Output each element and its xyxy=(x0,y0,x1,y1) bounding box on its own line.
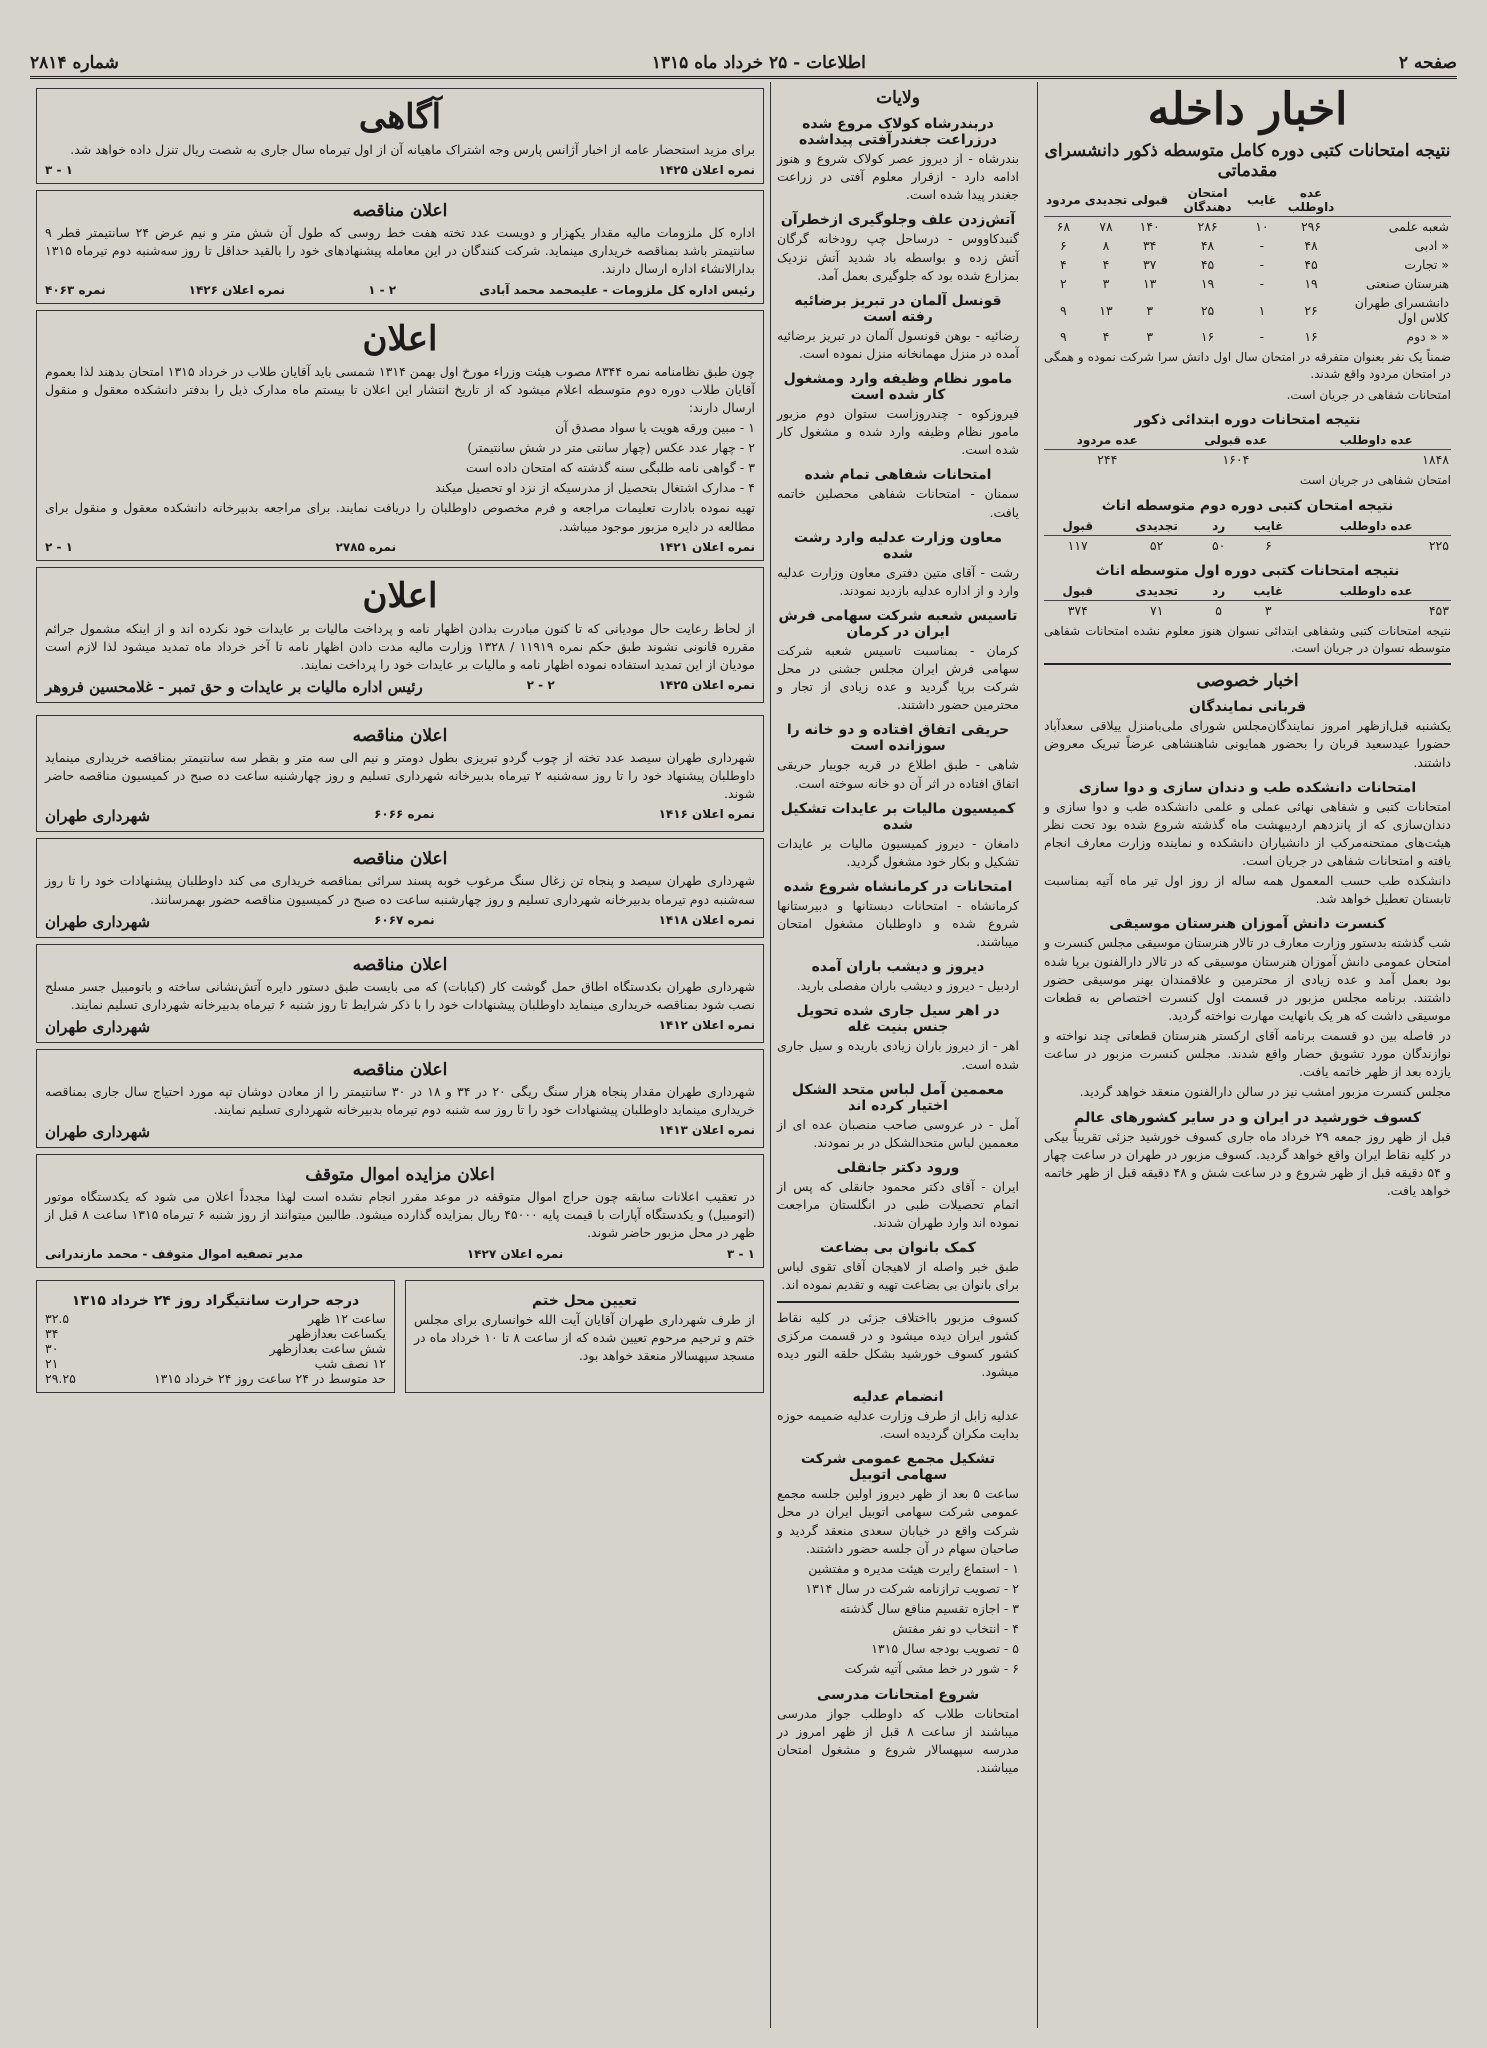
headline: قربانی نمایندگان xyxy=(1189,699,1306,716)
headline: امتحانات شفاهی تمام شده xyxy=(804,467,992,484)
ad-signature: شهرداری طهران xyxy=(45,1017,151,1036)
masthead-date: اطلاعات - ۲۵ خرداد ماه ۱۳۱۵ xyxy=(651,53,866,73)
table-cell: ۸ xyxy=(1102,238,1110,253)
ad-title: اعلان مناقصه xyxy=(352,201,448,222)
table-row xyxy=(1044,274,1451,293)
table-cell: ۴۸ xyxy=(1304,238,1318,253)
ad-signature: مدیر تصفیه اموال متوقف - محمد مازندرانی xyxy=(45,1246,304,1261)
article-text: ساعت ۵ بعد از ظهر دیروز اولین جلسه مجمع عمومی شرکت سهامی اتوبیل ایران در محل شرکت واقع در خیابان سعدی منعقد گردید و صاحبان سهام در آن جلسه حضور داشتند. xyxy=(777,1486,1019,1556)
weather-value: ۲۹.۲۵ xyxy=(45,1370,76,1386)
list-item: ۲ - چهار عدد عکس (چهار سانتی متر در شش سانتیمتر) xyxy=(467,440,755,455)
girls-note: نتیجه امتحانات کتبی وشفاهی ابتدائی نسوان هنوز معلوم نشده امتحانات شفاهی متوسطه نسوان در جریان است. xyxy=(1044,623,1451,655)
weather-time: ساعت ۱۲ ظهر xyxy=(307,1310,386,1326)
table-header: تجدیدی xyxy=(1083,184,1130,217)
table-cell: ۹ xyxy=(1059,329,1067,344)
table-header: غایب xyxy=(1235,582,1301,601)
table-cell: ۳ xyxy=(1146,329,1154,344)
ad-title: اعلان مناقصه xyxy=(352,1059,448,1080)
table-cell: ۷۱ xyxy=(1150,602,1164,618)
ad-text: از لحاظ رعایت حال مودیانی که تا کنون مبادرت بدادن اظهار نامه و پرداخت مالیات بر عایدات خود نکرده اند و از اینکه مشمول جرائم مقرره قانونی نشوند طبق حکم نمره ۱۱۹۱۹ / ۱۳۲۸ وزارت مالیه مدت دادن اظهار نامه تا آخر خرداد ماه تمدید میشود لذا لازم است مودیان از این تمدید استفاده نموده اظهار نامه و مالیات بر عایدات خود را پرداخت نمایند. xyxy=(45,620,755,672)
table-cell: ۳۴ xyxy=(1142,238,1157,253)
article-text: طبق خبر واصله از لاهیجان آقای تقوی لباس برای بانوان بی بضاعت تهیه و تقدیم نموده اند. xyxy=(777,1259,1019,1293)
table-header xyxy=(1343,184,1451,217)
ad-notice xyxy=(36,88,764,184)
article-text: فیروزکوه - چندروزاست ستوان دوم مزبور مامور نظام وظیفه وارد شده و مشغول کار شده است. xyxy=(777,406,1019,458)
article-text: امتحانات کتبی و شفاهی نهائی عملی و علمی دانشکده طب و دوا سازی و دندان‌سازی که از پانزدهم اردیبهشت ماه گذشته شروع شده بود تحت نظر هیئت‌های ممتحنه‌مرکب از دانشیاران دانشکده و نماینده وزارت معارف انجام یافته و امتحانات شفاهی در جریان است. xyxy=(1044,798,1451,869)
article-text: ایران - آقای دکتر محمود جانقلی که پس از اتمام تحصیلات طبی در انگلستان مراجعت نموده اند وارد طهران شدند. xyxy=(777,1178,1019,1231)
table-cell: ۱۰ xyxy=(1255,219,1269,234)
ad-auction xyxy=(36,1154,764,1267)
table-cell: ۲ xyxy=(1059,276,1067,291)
ad-title: اعلان مناقصه xyxy=(352,726,448,746)
ad-text: شهرداری طهران سیصد عدد تخته از چوب گردو تبریزی بطول دومتر و نیم الی سه متر و بقطر سه سانتیمتر بمناقصه خریداری مینماید داوطلبان پیشنهاد خود را تا روز سه‌شنبه ۲ تیرماه بدبیرخانه شهرداری تسلیم و روز چهارشنبه ساعت ده صبح در کمیسیون مناقصه حاضر شوند. xyxy=(45,750,755,802)
ad-text: شهرداری طهران مقدار پنجاه هزار سنگ ریگی ۲۰ در ۳۴ و ۱۸ در ۳۰ سانتیمتر را از معادن دوشان تپه مورد احتیاج سال جاری بمناقصه خریداری مینماید داوطلبان پیشنهادات خود را تا روز سه شنبه دوم تیرماه بدبیرخانه شهرداری تسلیم نمایند. xyxy=(45,1083,756,1117)
ad-title: اعلان مناقصه xyxy=(352,849,448,870)
article-text: اهر - از دیروز باران زیادی باریده و سیل جاری شده است. xyxy=(777,1038,1019,1072)
divider xyxy=(1044,663,1451,665)
ad-number: نمره اعلان ۱۴۲۵ xyxy=(658,163,755,178)
table-cell: - xyxy=(1259,238,1265,253)
table-header: عده داوطلب xyxy=(1301,582,1451,601)
headline: معممین آمل لباس متحد الشکل اختیار کرده اند xyxy=(791,1081,1005,1114)
exam-note: ضمناً یک نفر بعنوان متفرقه در امتحان سال اول دانش سرا شرکت نموده و همگی در امتحان مردود واقع شدند. xyxy=(1044,350,1451,382)
table-header: عده مردود xyxy=(1044,431,1170,450)
ad-text: اداره کل ملزومات مالیه مقدار یکهزار و دویست عدد تخته هفت خط روسی که طول آن شش متر و نیم عرض ۲۴ سانتیمتر قطر ۹ سانتیمتر باشد بمناقصه خریداری مینماید. شرکت کنندگان در این معامله پیشنهادهای خود را بالقید حداقل تا روز سه‌شنبه دوم تیرماه ۱۳۱۵ بدارالانشاء اداره ارسال دارند. xyxy=(45,225,755,277)
weather-row xyxy=(45,1356,386,1371)
ad-text: شهرداری طهران سیصد و پنجاه تن زغال سنگ مرغوب خوبه پسند سرائی بمناقصه خریداری می کند داوطلبان پیشنهادات خود را تا روز سه‌شنبه دوم تیرماه بدبیرخانه شهرداری تسلیم و روز چهارشنبه ساعت ده صبح در کمیسیون مناقصه حضور بهمرسانند. xyxy=(45,873,755,907)
ad-muni-tender-2 xyxy=(36,838,764,937)
table-cell: ۱۹ xyxy=(1200,276,1215,291)
table-cell: ۱۱۷ xyxy=(1067,537,1088,553)
table-cell: ۱۶۰۴ xyxy=(1222,452,1250,468)
ad-muni-tender-3 xyxy=(36,944,764,1043)
ad-number: نمره اعلان ۱۴۱۶ xyxy=(658,807,755,822)
table-header: رد xyxy=(1202,517,1236,536)
ad-text: برای مزید استحضار عامه از اخبار آژانس پارس وجه اشتراک ماهیانه آن از اول تیرماه سال جاری به شصت ریال تنزل داده خواهد شد. xyxy=(70,142,755,157)
ad-number: نمره اعلان ۱۴۲۱ xyxy=(658,539,755,554)
girls1-title: نتیجه امتحانات کتبی دوره اول متوسطه اناث xyxy=(1095,562,1400,579)
list-item: ۳ - گواهی نامه طلبگی سنه گذشته که امتحان داده است xyxy=(465,460,755,476)
table-header: عده داوطلب xyxy=(1301,431,1451,450)
agenda-list xyxy=(777,1560,1019,1679)
headline: معاون وزارت عدلیه وارد رشت شده xyxy=(793,529,1003,562)
table-header: عده قبولی xyxy=(1170,431,1301,450)
headline: آتش‌زدن علف وجلوگیری ازخطرآن xyxy=(780,212,1016,229)
headline: تاسیس شعبه شرکت سهامی فرش ایران در کرمان xyxy=(778,607,1018,640)
ad-signature: رئیس اداره مالیات بر عایدات و حق تمبر - غلامحسین فروهر xyxy=(45,678,423,696)
article-text: شاهی - طبق اطلاع در قریه جویبار حریقی اتفاق افتاده در اثر آن دو خانه سوخته است. xyxy=(777,757,1019,791)
table-row xyxy=(1044,535,1451,555)
article-text: شب گذشته بدستور وزارت معارف در تالار هنرستان موسیقی مجلس کنسرت و امتحان عمومی دانش آموزان هنرستان موسیقی که در تالار دارالفنون برپا شده بود بعمل آمد و عده زیادی از محترمین و علاقمندان بهنر موسیقی حضور داشتند. برنامه مجلس مزبور در قسمت اول کنسرت اختصاص به قطعات موسیقی داشت که هر یک بانهایت مهارت نواخته گردید. xyxy=(1044,935,1451,1023)
table-cell: ۲۴۴ xyxy=(1097,452,1118,468)
ad-ref: نمره ۴۰۶۳ xyxy=(45,282,106,297)
ad-date: ۱ - ۲ xyxy=(45,539,73,554)
article-text: کرمان - بمناسبت تاسیس شعبه شرکت سهامی فرش ایران مجلس جشنی در محل شرکت برپا گردید و عده زیادی از تجار و محترمین حضور داشتند. xyxy=(777,642,1019,713)
table-cell: ۳ xyxy=(1264,602,1272,618)
row-label: « تجارت xyxy=(1404,257,1449,272)
table-cell: ۲۲۵ xyxy=(1428,537,1449,553)
provinces-list xyxy=(777,116,1019,1295)
table-header: تجدیدی xyxy=(1112,582,1202,601)
table-header: تجدیدی xyxy=(1111,517,1201,536)
list-item: ۲ - تصویب ترازنامه شرکت در سال ۱۳۱۴ xyxy=(805,1580,1019,1596)
ad-ref: نمره ۲۷۸۵ xyxy=(335,539,397,554)
article-text: امتحانات طلاب که داوطلب جواز مدرسی میباشند از ساعت ۸ قبل از ظهر امروز در مدرسه سپهسالار شروع و مشغول امتحان میباشند. xyxy=(777,1705,1019,1775)
table-header: غایب xyxy=(1245,184,1279,217)
article-text: سمنان - امتحانات شفاهی محصلین خاتمه یافت. xyxy=(777,486,1019,520)
list-item: ۵ - تصویب بودجه سال ۱۳۱۵ xyxy=(871,1641,1019,1657)
article-text: رضائیه - بوهن قونسول آلمان در تبریز برضائیه آمده در منزل مهمانخانه منزل نموده است. xyxy=(777,327,1019,361)
column-internal-news xyxy=(1037,82,1457,2028)
girls1-table xyxy=(1044,582,1451,620)
headline: ورود دکتر جانقلی xyxy=(836,1159,960,1176)
weather-row xyxy=(45,1341,386,1356)
ad-number: نمره اعلان ۱۴۱۸ xyxy=(658,912,755,927)
table-row xyxy=(1044,293,1451,327)
list-item: ۶ - شور در خط مشی آتیه شرکت xyxy=(844,1661,1019,1677)
headline: امتحانات در کرمانشاه شروع شده xyxy=(783,878,1013,895)
row-label: دانشسرای طهران کلاس اول xyxy=(1354,295,1449,325)
ad-title: اعلان xyxy=(362,575,438,616)
ad-text: در تعقیب اعلانات سابقه چون حراج اموال متوقفه در موعد مقرر انجام نشده است لهذا مجدداً اعلان می شود که یکدستگاه موتور (اتومبیل) و یکدستگاه آپارات با قیمت پایه ۴۵۰۰۰ ریال بمزایده گذارده میشود. طالبین میتوانند از روز شنبه ۶ تیرماه ۱۳۱۵ ساعت ۸ قبل از ظهر در محل مزبور حاضر شوند. xyxy=(45,1189,755,1241)
ad-date: ۱ - ۳ xyxy=(727,1246,755,1261)
exam-title: نتیجه امتحانات کتبی دوره کامل متوسطه ذکور دانشسرای مقدماتی xyxy=(1044,141,1451,181)
table-cell: ۳۷۴ xyxy=(1067,602,1088,618)
primary-title: نتیجه امتحانات دوره ابتدائی ذکور xyxy=(1134,412,1361,429)
article-text: بندرشاه - از دیروز عصر کولاک شروع و هنوز ادامه دارد - ازقرار معلوم آفتی در زراعت جغندر پیدا شده است. xyxy=(777,151,1019,203)
headline: قونسل آلمان در تبریز برضائیه رفته است xyxy=(794,292,1002,325)
headline: کنسرت دانش آموزان هنرستان موسیقی xyxy=(1109,916,1386,933)
weather-row xyxy=(45,1326,386,1341)
section-title-internal: اخبار داخله xyxy=(1147,84,1348,135)
table-cell: ۲۵ xyxy=(1200,302,1215,318)
table-cell: ۷۸ xyxy=(1099,219,1113,234)
table-cell: ۱۶ xyxy=(1200,329,1215,344)
article-text: دانشکده طب حسب المعمول همه ساله از روز اول تیر ماه آتیه بمناسبت تابستان تعطیل خواهد شد. xyxy=(1044,873,1451,907)
article-text: عدلیه زابل از طرف وزارت عدلیه ضمیمه حوزه بدایت مکران گردیده است. xyxy=(777,1408,1019,1442)
exam-table xyxy=(1044,184,1451,346)
article-text: قبل از ظهر روز جمعه ۲۹ خرداد ماه جاری کسوف خورشید جزئی تقریباً بیکی در کلیه نقاط ایران واقع خواهد گردید. کسوف مزبور در طهران در ساعت چهار و ۵۴ دقیقه قبل از ظهر شروع و در ساعت شش و ۴۸ دقیقه قبل از ظهر خاتمه خواهد یافت. xyxy=(1044,1128,1451,1198)
table-cell: ۱۳ xyxy=(1142,276,1157,291)
column-ads xyxy=(30,82,770,2028)
ad-ref: نمره ۶۰۶۶ xyxy=(374,807,435,822)
section-title-special: اخبار خصوصی xyxy=(1196,671,1299,692)
table-cell: ۴ xyxy=(1102,329,1110,344)
headline: کمیسیون مالیات بر عایدات تشکیل شده xyxy=(780,800,1016,833)
list-item: ۱ - مبین ورقه هویت یا سواد مصدق آن xyxy=(554,419,755,435)
column-provinces xyxy=(770,82,1025,2028)
ad-date: ۲ - ۲ xyxy=(526,678,555,692)
list-item: ۴ - مدارک اشتغال بتحصیل از مدرسیکه از نزد او تحصیل میکند xyxy=(435,480,755,496)
weather-time: حد متوسط در ۲۴ ساعت روز ۲۴ خرداد ۱۳۱۵ xyxy=(153,1370,386,1386)
table-cell: ۱ xyxy=(1258,302,1266,318)
table-cell: ۶ xyxy=(1265,537,1272,553)
ad-text: از طرف شهرداری طهران آقایان آیت الله خوانساری برای مجلس ختم و ترحیم مرحوم تعیین شده که از ساعت ۸ تا ۱۰ خرداد ماه در مسجد سپهسالار منعقد خواهد بود. xyxy=(414,1311,755,1363)
primary-table xyxy=(1044,431,1451,469)
table-header: عده داوطلب xyxy=(1279,184,1343,217)
ad-text: چون طبق نظامنامه نمره ۸۳۴۴ مصوب هیئت وزراء مورخ اول بهمن ۱۳۱۴ شمسی باید آقایان طلاب در خرداد ۱۳۱۵ امتحان بدهند لذا بعموم آقایان طلاب دوره دوم متوسطه اعلام میشود که از تاریخ انتشار این اعلان تا بیستم ماه مدارک ذیل را بدفتر دانشکده معقول و منقول ارسال دارند: xyxy=(45,363,755,415)
section-title-provinces: ولایات xyxy=(876,88,920,108)
ad-ref: نمره ۶۰۶۷ xyxy=(374,912,435,927)
masthead xyxy=(30,50,1457,79)
ad-number: نمره اعلان ۱۴۱۲ xyxy=(658,1017,755,1032)
article-text: در فاصله بین دو قسمت برنامه آقای ارکستر هنرستان قطعاتی چند نواخته و نوازندگان مورد تشویق حضار واقع شدند. مجلس کنسرت مزبور در ساعت یازده بعد از ظهر خاتمه یافت. xyxy=(1044,1028,1451,1080)
ad-text: شهرداری طهران بکدستگاه اطاق حمل گوشت کار (کبابات) که می بایست طبق دستور دایره آتش‌نشانی ساخته و باتومبیل جسر مسلح نصب شود بمناقصه خریداری مینماید داوطلبان پیشنهادات خود را با ذکر شرایط تا روز شنبه ۶ تیرماه بدبیرخانه شهرداری تسلیم نمایند. xyxy=(45,978,755,1012)
ad-title: آگاهی xyxy=(358,97,442,137)
headline: امتحانات دانشکده طب و دندان سازی و دوا سازی xyxy=(1078,779,1417,796)
table-header: قبول xyxy=(1044,582,1112,601)
table-cell: ۳ xyxy=(1146,302,1154,318)
table-cell: ۵۲ xyxy=(1149,537,1164,553)
table-row xyxy=(1044,236,1451,255)
exam-note-oral: امتحانات شفاهی در جریان است. xyxy=(1286,387,1451,402)
headline: کمک بانوان بی بضاعت xyxy=(820,1240,976,1257)
ad-signature: شهرداری طهران xyxy=(45,1123,151,1142)
headline: دربندرشاه کولاک مروع شده درزراعت جغندرآفتی پیداشده xyxy=(799,116,997,148)
table-cell: ۱۶ xyxy=(1304,329,1318,344)
ad-number: نمره اعلان ۱۴۲۷ xyxy=(466,1246,564,1261)
girls2-table xyxy=(1044,517,1451,555)
article-text: کسوف مزبور بااختلاف جزئی در کلیه نقاط کشور ایران دیده میشود و در قسمت مرکزی کشور کسوف خورشید بشکل حلقه النور دیده میشود. xyxy=(777,1309,1019,1379)
divider xyxy=(777,1301,1019,1303)
table-row xyxy=(1044,327,1451,346)
article-text: آمل - در عروسی صاحب منصبان عده ای از معممین لباس متحدالشکل در بر نمودند. xyxy=(777,1116,1019,1150)
headline: دیروز و دیشب باران آمده xyxy=(811,959,985,976)
table-row xyxy=(1044,600,1451,620)
ad-number: نمره اعلان ۱۴۲۶ xyxy=(188,282,286,297)
table-row xyxy=(1044,255,1451,274)
weather-row xyxy=(45,1371,386,1386)
article-text: رشت - آقای متین دفتری معاون وزارت عدلیه وارد و از اداره عدلیه بازدید نمودند. xyxy=(777,564,1019,598)
list-item: ۴ - انتخاب دو نفر مفتش xyxy=(892,1621,1019,1637)
article-text: دامغان - دیروز کمیسیون مالیات بر عایدات تشکیل و بکار خود مشغول گردید. xyxy=(777,835,1019,869)
table-cell: ۲۹۶ xyxy=(1300,219,1322,234)
ad-date: ۱ - ۳ xyxy=(45,163,73,178)
table-cell: ۴۵ xyxy=(1304,257,1318,272)
row-label: شعبه علمی xyxy=(1388,219,1449,234)
weather-title: درجه حرارت سانتیگراد روز ۲۴ خرداد ۱۳۱۵ xyxy=(71,1292,360,1309)
table-header: امتحان دهندگان xyxy=(1170,184,1245,217)
article-text: یکشنبه قبل‌ازظهر امروز نمایندگان‌مجلس شورای ملی‌بامنزل ییلاقی سعدآباد حضورا عیدسعید قربان را بحضور همایونی شاهنشاهی عرضاً تبریک معروض داشتند. xyxy=(1044,718,1451,770)
ad-signature: شهرداری طهران xyxy=(45,807,151,826)
table-cell: ۴ xyxy=(1059,257,1067,272)
table-header: عده داوطلب xyxy=(1301,517,1451,536)
weather-list xyxy=(45,1311,386,1386)
weather-time: یکساعت بعدازظهر xyxy=(288,1325,386,1341)
ad-date: ۲ - ۱ xyxy=(368,282,397,297)
page-number: صفحه ۲ xyxy=(1398,53,1457,73)
ad-title: تعیین محل ختم xyxy=(532,1292,637,1309)
table-header: مردود xyxy=(1044,184,1083,217)
headline: مامور نظام وظیفه وارد ومشغول کار شده است xyxy=(783,371,1013,403)
table-cell: ۱۸۴۸ xyxy=(1422,452,1449,468)
ad-muni-tender-4 xyxy=(36,1049,764,1148)
table-header: قبولی xyxy=(1129,184,1170,217)
table-row xyxy=(1044,217,1451,237)
weather-time: ۱۲ نصف شب xyxy=(314,1355,386,1371)
table-cell: - xyxy=(1259,329,1265,344)
ad-signature: رئیس اداره کل ملزومات - علیمحمد محمد آبادی xyxy=(479,282,755,297)
ad-announcement-2 xyxy=(36,567,764,703)
ad-title: اعلان مناقصه xyxy=(352,954,448,975)
table-row xyxy=(1044,450,1451,470)
ad-announcement-1 xyxy=(36,310,764,561)
article-text: اردبیل - دیروز و دیشب باران مفصلی بارید. xyxy=(796,978,1019,994)
article-text: مجلس کنسرت مزبور امشب نیز در سالن دارالفنون منعقد خواهد گردید. xyxy=(1079,1084,1451,1100)
ad-items xyxy=(45,419,755,498)
table-cell: ۴۵۳ xyxy=(1428,602,1449,618)
ad-number: نمره اعلان ۱۴۱۳ xyxy=(658,1123,755,1138)
row-label: هنرستان صنعتی xyxy=(1365,276,1449,291)
article-text: کرمانشاه - امتحانات دبستانها و دبیرستانها شروع شده و داوطلبان مشغول امتحان میباشند. xyxy=(777,897,1019,950)
ad-title: اعلان xyxy=(362,318,438,359)
article-text: گنبدکاووس - درساحل چپ رودخانه گرگان آتش زده و بواسطه باد شدید آتش نزدیک بمزارع شده بود که جلوگیری بعمل آمد. xyxy=(777,231,1019,283)
weather-row xyxy=(45,1311,386,1326)
ad-muni-tender-1 xyxy=(36,715,764,832)
ad-number: نمره اعلان ۱۴۲۵ xyxy=(658,678,755,692)
primary-note: امتحان شفاهی در جریان است xyxy=(1299,473,1451,488)
headline: کسوف خورشید در ایران و در سایر کشورهای عالم xyxy=(1074,1109,1421,1126)
table-cell: ۱۴۰ xyxy=(1139,219,1160,234)
weather-value: ۳۲.۵ xyxy=(45,1310,70,1326)
headline: حریقی اتفاق افتاده و دو خانه را سوزانده است xyxy=(786,722,1010,755)
table-cell: ۵ xyxy=(1215,602,1222,618)
table-cell: ۱۹ xyxy=(1304,276,1318,291)
table-cell: ۴۵ xyxy=(1200,257,1215,272)
row-label: « ادبی xyxy=(1414,238,1449,253)
girls2-title: نتیجه امتحان کتبی دوره دوم متوسطه اناث xyxy=(1101,497,1394,514)
row-label: « « دوم xyxy=(1406,329,1449,344)
table-cell: - xyxy=(1259,276,1265,291)
table-cell: ۳۷ xyxy=(1142,257,1157,272)
table-cell: ۹ xyxy=(1059,302,1067,318)
table-cell: ۲۸۶ xyxy=(1197,219,1218,234)
table-cell: - xyxy=(1259,257,1265,272)
table-cell: ۶۸ xyxy=(1056,219,1071,234)
issue-number: شماره ۲۸۱۴ xyxy=(30,53,119,73)
table-cell: ۲۶ xyxy=(1304,302,1318,318)
weather-box xyxy=(36,1280,395,1393)
weather-value: ۲۱ xyxy=(45,1355,59,1371)
headline: در اهر سیل جاری شده تحویل جنس بنیت غله xyxy=(796,1003,1000,1036)
headline: تشکیل مجمع عمومی شرکت سهامی اتوبیل xyxy=(800,1451,996,1484)
table-cell: ۴۸ xyxy=(1200,238,1215,253)
table-cell: ۵۰ xyxy=(1211,537,1226,553)
ad-title: اعلان مزایده اموال متوقف xyxy=(305,1165,495,1186)
ad-signature: شهرداری طهران xyxy=(45,912,151,931)
headline: شروع امتحانات مدرسی xyxy=(816,1686,980,1703)
weather-value: ۳۴ xyxy=(45,1325,59,1341)
weather-value: ۳۰ xyxy=(45,1340,59,1356)
table-cell: ۳ xyxy=(1102,276,1110,291)
ad-text: تهیه نموده بادارت تعلیمات مراجعه و فرم مخصوص داوطلبان را دریافت نمایند. برای مراجعه بدبیرخانه دانشکده معقول و منقول برای مطالعه در دایره مزبور موجود میباشد. xyxy=(45,500,755,534)
venue-notice xyxy=(405,1280,764,1393)
table-header: رد xyxy=(1202,582,1235,601)
list-item: ۳ - اجازه تقسیم منافع سال گذشته xyxy=(839,1601,1019,1616)
list-item: ۱ - استماع رایرت هیئت مدیره و مفتشین xyxy=(808,1560,1019,1576)
table-cell: ۴ xyxy=(1102,257,1110,272)
table-header: غایب xyxy=(1236,517,1302,536)
headline: انضمام عدلیه xyxy=(852,1389,944,1405)
table-cell: ۶ xyxy=(1059,238,1067,253)
ad-tender-1 xyxy=(36,190,764,303)
table-header: قبول xyxy=(1044,517,1111,536)
weather-time: شش ساعت بعدازظهر xyxy=(269,1340,386,1356)
table-cell: ۱۳ xyxy=(1099,302,1113,318)
